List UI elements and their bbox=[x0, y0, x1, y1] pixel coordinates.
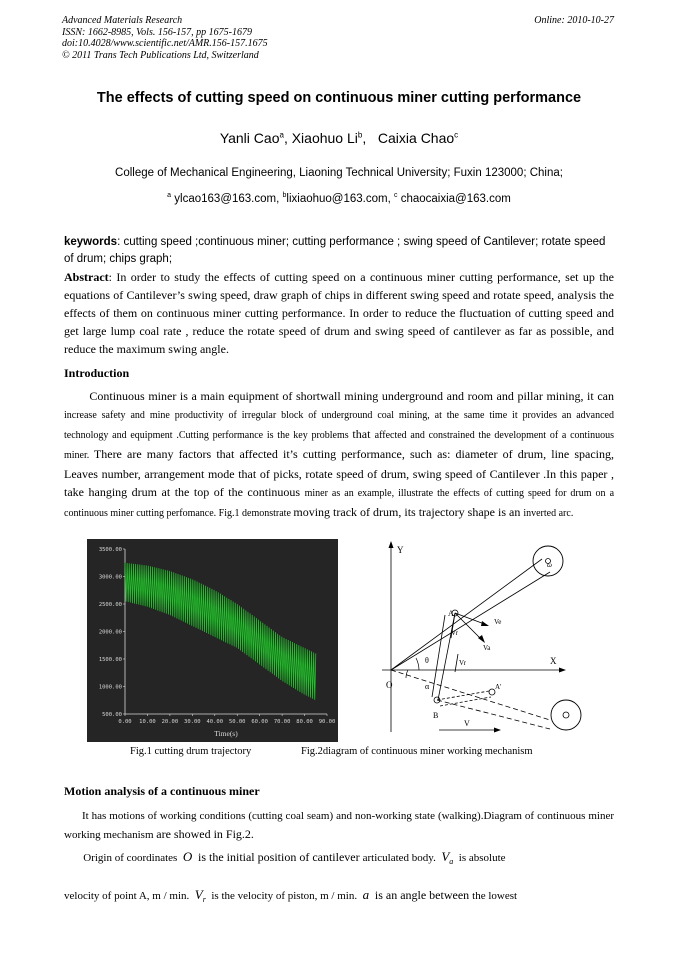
v-arrow bbox=[494, 728, 501, 733]
email-address: ylcao163@163.com bbox=[174, 192, 277, 205]
journal-name: Advanced Materials Research bbox=[62, 15, 183, 26]
keywords-text: : cutting speed ;continuous miner; cutting performance ; swing speed of Cantilever; rotate speed of drum; chips graph; bbox=[64, 236, 606, 265]
author-list: Yanli Cao$^a$, Xiaohuo Li$^b$, Caixia Chao$^c$ bbox=[219, 130, 459, 146]
drum-lowest bbox=[551, 700, 581, 730]
drum-lowest-hub bbox=[563, 712, 569, 718]
working-mechanism-diagram bbox=[370, 537, 610, 737]
cutting-drum-trajectory-chart bbox=[87, 539, 338, 742]
x-axis-label: X bbox=[550, 656, 557, 666]
x-tick-label: 50.00 bbox=[228, 719, 246, 725]
symbol-va-sub: a bbox=[449, 857, 454, 867]
cantilever-edge bbox=[391, 572, 550, 670]
x-tick-label: 30.00 bbox=[184, 719, 201, 725]
velocity-text: is an angle between bbox=[371, 888, 473, 902]
email-mark: b bbox=[282, 192, 287, 199]
intro-text: affected and constrained the development of a continuous miner. bbox=[64, 430, 614, 461]
introduction-paragraph bbox=[64, 387, 614, 523]
email-address: chaocaixia@163.com bbox=[400, 192, 511, 205]
v-label: V bbox=[464, 719, 470, 728]
x-tick-label: 20.00 bbox=[161, 719, 179, 725]
y-axis-arrow bbox=[389, 541, 394, 548]
velocity-text: velocity of point A, m / min. bbox=[64, 890, 193, 902]
intro-text: that bbox=[352, 427, 375, 441]
author-mark: c bbox=[454, 130, 459, 140]
trajectory-series bbox=[125, 563, 316, 700]
ve-arrow bbox=[481, 621, 489, 626]
va-vector bbox=[455, 613, 483, 641]
fig2-caption: Fig.2diagram of continuous miner working mechanism bbox=[301, 746, 533, 757]
intro-text: inverted arc. bbox=[523, 508, 574, 519]
intro-text: moving track of drum, its trajectory shape is an bbox=[293, 505, 524, 519]
cylinder-edge bbox=[438, 613, 455, 700]
point-a-prime-label: A' bbox=[495, 683, 502, 691]
x-axis-arrow bbox=[559, 668, 566, 673]
theta-arc bbox=[416, 658, 419, 670]
y-axis-label: Y bbox=[397, 545, 404, 555]
fig1-caption: Fig.1 cutting drum trajectory bbox=[130, 746, 252, 757]
email-address: lixiaohuo@163.com bbox=[286, 192, 388, 205]
va-arrow bbox=[478, 635, 485, 643]
va-label: Va bbox=[483, 644, 491, 652]
chart-canvas bbox=[87, 539, 338, 742]
velocity-paragraph bbox=[64, 887, 614, 904]
intro-text: increase safety and mine productivity of irregular block of underground coal mining, at the same time it provides an advanced technology and equipment .Cutting performance is the key problems bbox=[64, 410, 614, 441]
alpha-label: α bbox=[425, 682, 430, 691]
vr-label: Vr bbox=[451, 629, 458, 637]
velocity-text: the lowest bbox=[472, 890, 518, 902]
introduction-heading: Introduction bbox=[64, 366, 130, 380]
issn-line: ISSN: 1662-8985, Vols. 156-157, pp 1675-1679 bbox=[62, 26, 252, 38]
motion-heading: Motion analysis of a continuous miner bbox=[64, 784, 260, 798]
author-name: Xiaohuo Li bbox=[291, 130, 358, 146]
x-axis-title: Time(s) bbox=[214, 729, 238, 738]
velocity-text: is the velocity of piston, m / min. bbox=[208, 890, 360, 902]
x-tick-label: 40.00 bbox=[206, 719, 224, 725]
symbol-va: V bbox=[441, 849, 450, 864]
y-tick-label: 1000.00 bbox=[98, 684, 122, 691]
theta-label: θ bbox=[425, 656, 429, 665]
email-list: $^a$ ylcao163@163.com, $^b$lixiaohuo@163.com, $^c$ chaocaixia@163.com bbox=[167, 192, 511, 205]
motion-paragraph bbox=[64, 807, 614, 844]
abstract-text: : In order to study the effects of cutting speed on a continuous miner cutting performance, set up the equations of Cantilever’s swing speed, draw graph of chips in different swing speed and rotate speed, analysis the effects of them on continuous miner cutting performance. In order to reduce the fluctuation of cutting speed and get large lump coal rate , reduce the rotate speed of drum and swing speed of cantilever as far as possible, and reduce the maximum swing angle. bbox=[64, 270, 614, 356]
copyright-line: © 2011 Trans Tech Publications Ltd, Switzerland bbox=[62, 49, 259, 61]
origin-text: is the initial position of cantilever bbox=[194, 850, 363, 864]
motion-text: It has motions of working conditions (cutting coal seam) and non-working state (walking).Diagram of continuous miner working mechanism bbox=[64, 810, 615, 841]
abstract-label: Abstract bbox=[64, 270, 109, 284]
y-tick-label: 2500.00 bbox=[98, 602, 122, 608]
lowest-position-edge bbox=[391, 670, 550, 720]
intro-text: Continuous miner is a main equipment of shortwall mining underground and room and pillar mining, it can bbox=[89, 389, 615, 403]
author-name: Caixia Chao bbox=[377, 130, 455, 146]
y-tick-label: 3000.00 bbox=[98, 574, 122, 581]
x-tick-label: 70.00 bbox=[273, 719, 291, 725]
y-tick-label: 2000.00 bbox=[98, 629, 122, 636]
symbol-vr: V bbox=[194, 887, 203, 902]
ve-label: Ve bbox=[494, 618, 502, 626]
email-mark: a bbox=[167, 192, 172, 199]
motion-text: are showed in Fig.2. bbox=[156, 827, 254, 841]
origin-text: Origin of coordinates bbox=[83, 852, 181, 864]
origin-text: articulated body. bbox=[362, 852, 439, 864]
point-a-label: A bbox=[448, 609, 454, 618]
point-b-label: B bbox=[433, 711, 439, 720]
author-mark: b bbox=[357, 130, 363, 140]
origin-label: O bbox=[386, 680, 393, 690]
vr2-label: Vr bbox=[459, 659, 466, 667]
x-tick-label: 80.00 bbox=[296, 719, 313, 725]
author-mark: a bbox=[279, 130, 284, 140]
omega-label: ω bbox=[547, 561, 552, 569]
symbol-vr-sub: r bbox=[202, 895, 206, 905]
x-tick-label: 60.00 bbox=[251, 719, 268, 725]
x-tick-label: 10.00 bbox=[139, 719, 156, 725]
running-header bbox=[62, 15, 268, 61]
y-tick-label: 500.00 bbox=[102, 712, 122, 718]
affiliation: College of Mechanical Engineering, Liaoning Technical University; Fuxin 123000; China; bbox=[115, 167, 563, 179]
online-date: Online: 2010-10-27 bbox=[534, 15, 614, 26]
symbol-o: O bbox=[182, 849, 193, 864]
y-tick-label: 1500.00 bbox=[98, 657, 122, 663]
x-tick-label: 90.00 bbox=[318, 719, 336, 725]
alpha-arc bbox=[406, 670, 408, 678]
intro-text: miner as an example, illustrate the effects of cutting speed for drum on a continuous miner cutting perfomance. Fig.1 demonstrate bbox=[64, 488, 615, 519]
x-tick-label: 0.00 bbox=[118, 719, 132, 725]
intro-text: There are many factors that affected it’s cutting performance, such as: diameter of drum, line spacing, Leaves number, arrangement mode that of picks, rotate speed of drum, swing speed of Cantilever .In this paper , take hanging drum at the top of the continuous bbox=[64, 447, 615, 499]
y-tick-label: 3500.00 bbox=[98, 547, 122, 553]
vr2-vector bbox=[455, 654, 458, 672]
doi-line: doi:10.4028/www.scientific.net/AMR.156-157.1675 bbox=[62, 38, 268, 49]
paper-title: The effects of cutting speed on continuous miner cutting performance bbox=[96, 90, 582, 106]
keywords-paragraph bbox=[64, 234, 614, 268]
origin-text: is absolute bbox=[456, 852, 506, 864]
abstract-paragraph bbox=[64, 268, 614, 358]
keywords-label: keywords bbox=[64, 236, 118, 248]
author-name: Yanli Cao bbox=[219, 130, 280, 146]
symbol-a: a bbox=[362, 887, 370, 902]
cantilever-edge bbox=[391, 559, 542, 670]
email-mark: c bbox=[393, 192, 398, 199]
origin-paragraph bbox=[64, 849, 614, 866]
